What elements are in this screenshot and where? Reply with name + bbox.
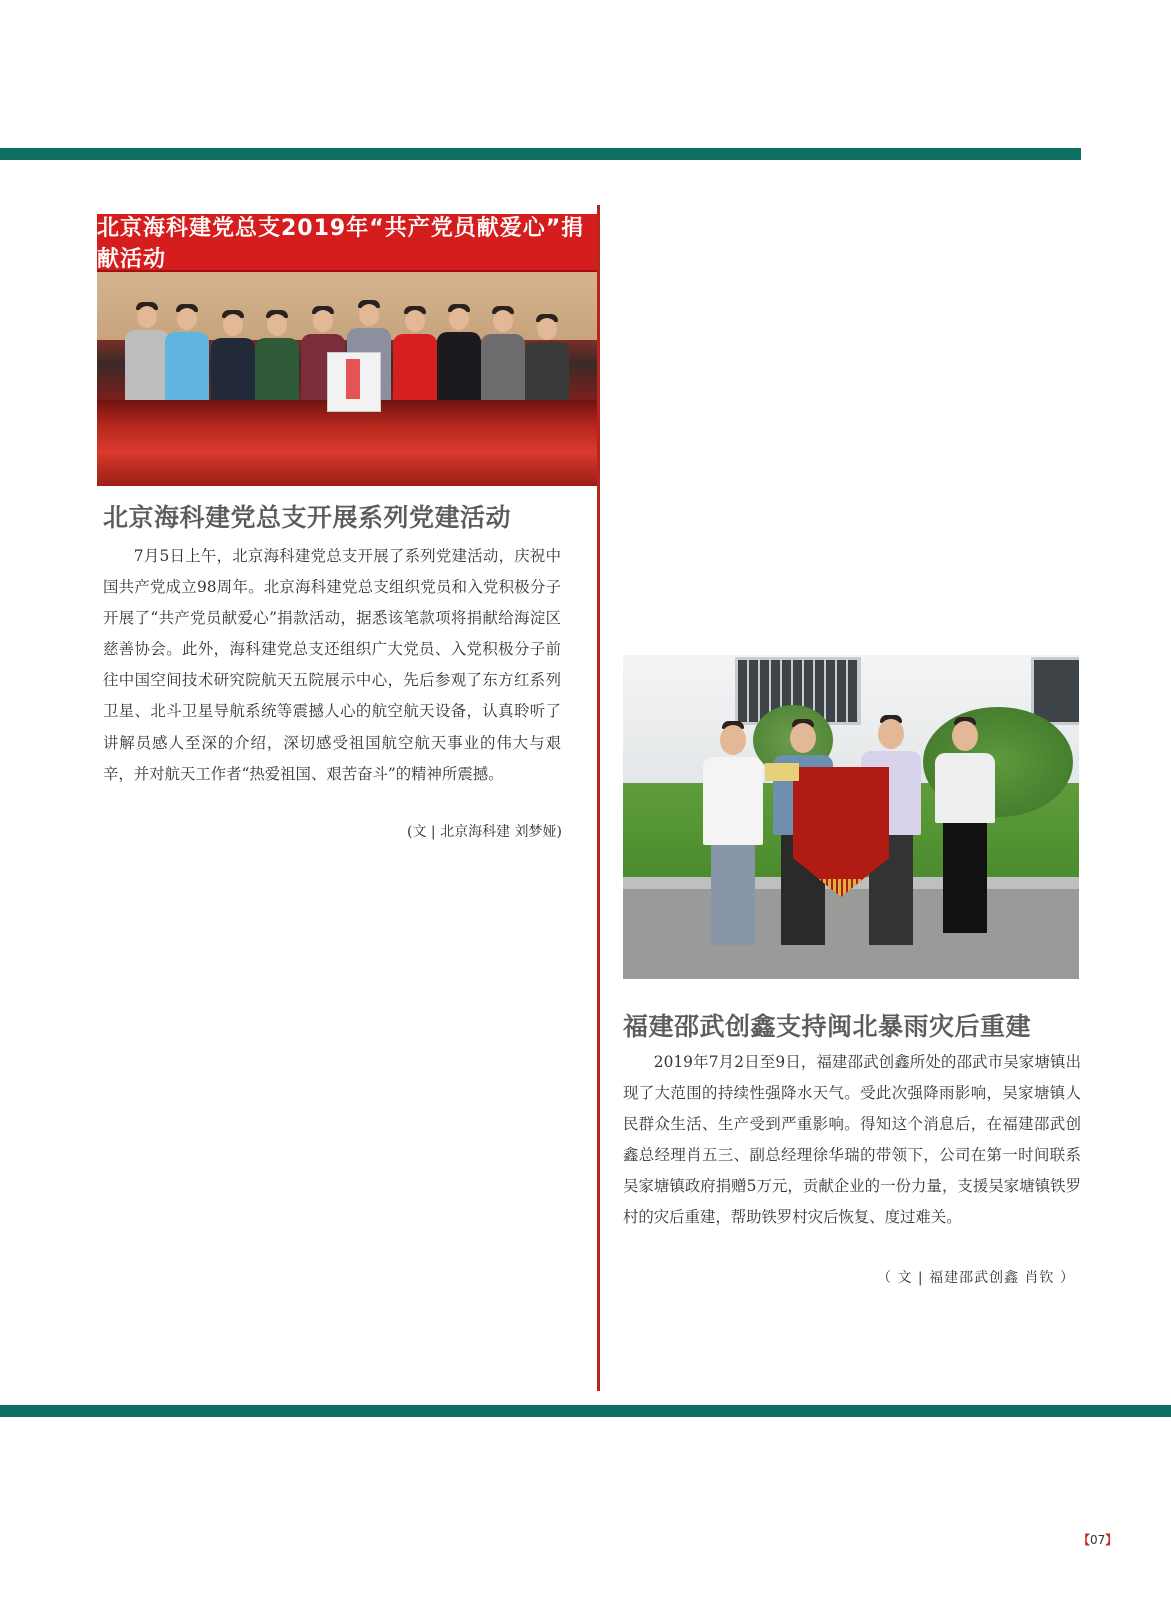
person-figure xyxy=(211,310,255,404)
photo-table xyxy=(97,400,598,486)
article2-credit: （ 文 | 福建邵武创鑫 肖钦 ） xyxy=(877,1270,1075,1286)
person-figure xyxy=(393,306,437,404)
group-photo xyxy=(97,214,598,486)
person-figure xyxy=(525,314,569,404)
person-figure xyxy=(125,302,169,404)
article1-body: 7月5日上午，北京海科建党总支开展了系列党建活动，庆祝中国共产党成立98周年。北京海科建党总支组织党员和入党积极分子开展了“共产党员献爱心”捐款活动，据悉该笔款项将捐献给海淀区慈善协会。此外，海科建党总支还组织广大党员、入党积极分子前往中国空间技术研究院航天五院展示中心，先后参观了东方红系列卫星、北斗卫星导航系统等震撼人心的航空航天设备，认真聆听了讲解员感人至深的介绍，深切感受祖国航空航天事业的伟大与艰辛，并对航天工作者“热爱祖国、艰苦奋斗”的精神所震撼。 xyxy=(103,547,561,783)
bottom-band xyxy=(0,1405,1171,1417)
page-bracket-right: 】 xyxy=(1105,1533,1118,1547)
person-figure xyxy=(935,717,995,933)
donation-envelope xyxy=(765,763,799,781)
column-divider xyxy=(597,205,600,1391)
article1-title: 北京海科建党总支开展系列党建活动 xyxy=(103,503,512,532)
top-band xyxy=(0,148,1081,160)
donation-box xyxy=(327,352,381,412)
person-figure xyxy=(165,304,209,404)
article2-title: 福建邵武创鑫支持闽北暴雨灾后重建 xyxy=(623,1012,1032,1041)
person-figure xyxy=(255,310,299,404)
person-figure xyxy=(437,304,481,404)
photo-banner xyxy=(97,214,598,272)
article1-credit: (文 | 北京海科建 刘梦娅) xyxy=(407,824,562,840)
page-number xyxy=(1078,1531,1117,1548)
page-number-value: 07 xyxy=(1090,1533,1106,1547)
donation-photo xyxy=(623,655,1079,979)
article2-body: 2019年7月2日至9日，福建邵武创鑫所处的邵武市吴家塘镇出现了大范围的持续性强降水天气。受此次强降雨影响，吴家塘镇人民群众生活、生产受到严重影响。得知这个消息后，在福建邵武创鑫总经理肖五三、副总经理徐华瑞的带领下，公司在第一时间联系吴家塘镇政府捐赠5万元，贡献企业的一份力量，支援吴家塘镇铁罗村的灾后重建，帮助铁罗村灾后恢复、度过难关。 xyxy=(623,1053,1081,1226)
photo-banner-text: 北京海科建党总支2019年“共产党员献爱心”捐献活动 xyxy=(97,216,585,272)
page-bracket-left: 【 xyxy=(1078,1533,1091,1547)
person-figure xyxy=(703,721,763,945)
person-figure xyxy=(481,306,525,404)
